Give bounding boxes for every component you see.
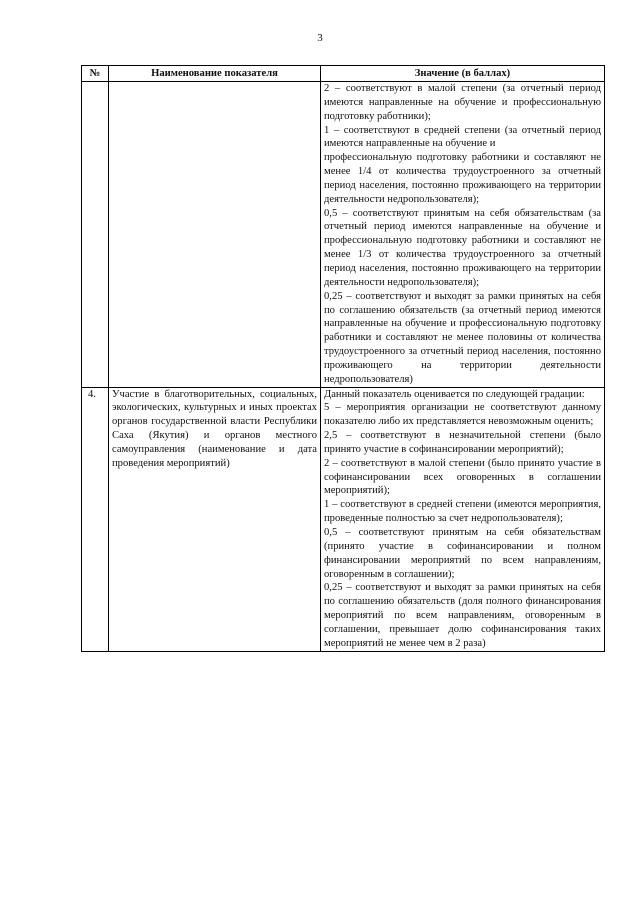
value-paragraph: 2,5 – соответствуют в незначительной степени (было принято участие в софинансировании мероприятий); — [324, 430, 601, 455]
indicator-table — [81, 65, 605, 652]
row-value-description — [321, 82, 605, 388]
row-indicator-name — [109, 387, 321, 651]
value-paragraph: 2 – соответствуют в малой степени (за отчетный период имеются направленные на обучение и профессиональную подготовку работники); — [324, 83, 601, 122]
value-paragraph: 0,5 – соответствуют принятым на себя обязательствам (принято участие в софинансировании и полном финансировании мероприятий по всем направлениям, оговоренным в соглашении); — [324, 527, 601, 580]
row-value-description — [321, 387, 605, 651]
value-paragraph: профессиональную подготовку работники и составляют не менее 1/4 от количества трудоустроенного за отчетный период населения, постоянно проживающего на территории деятельности недропользователя); — [324, 152, 601, 205]
header-indicator-name: Наименование показателя — [109, 66, 321, 82]
value-paragraph: 0,25 – соответствуют и выходят за рамки принятых на себя по соглашению обязательств (за отчетный период имеются направленные на обучение и профессиональную подготовку работники и составляют не менее половины от количества трудоустроенного за отчетный период населения, постоянно проживающего на территории деятельности недропользователя) — [324, 290, 601, 385]
row-number — [82, 82, 109, 388]
header-value: Значение (в баллах) — [321, 66, 605, 82]
value-paragraph: 0,25 – соответствуют и выходят за рамки принятых на себя по соглашению обязательств (доля полного финансирования мероприятий по всем направлениям, оговоренным в соглашении, превышает долю софинансирования таких мероприятий не менее чем в 2 раза) — [324, 582, 601, 649]
value-paragraph: 2 – соответствуют в малой степени (было принято участие в софинансировании всех оговоренных в соглашении мероприятий); — [324, 457, 601, 497]
page-number: 3 — [317, 32, 323, 44]
table-row — [82, 82, 605, 388]
table-row — [82, 387, 605, 651]
value-paragraph: 5 – мероприятия организации не соответствуют данному показателю либо их представляется невозможным оценить; — [324, 402, 601, 428]
value-paragraph: 1 – соответствуют в средней степени (имеются мероприятия, проведенные полностью за счет недропользователя); — [324, 499, 601, 525]
row-indicator-name — [109, 82, 321, 388]
value-paragraph: 1 – соответствуют в средней степени (за отчетный период имеются направленные на обучение и — [324, 124, 601, 150]
value-paragraph: Данный показатель оценивается по следующей градации: — [324, 388, 585, 400]
header-number: № — [82, 66, 109, 82]
value-paragraph: 0,5 – соответствуют принятым на себя обязательствам (за отчетный период имеются направленные на обучение и профессиональную подготовку работники и составляют не менее 1/3 от количества трудоустроенного за отчетный период населения, постоянно проживающего на территории деятельности недропользователя); — [324, 207, 601, 288]
table-header-row — [82, 66, 605, 82]
row-number: 4. — [82, 387, 109, 651]
indicator-name-text: Участие в благотворительных, социальных, экологических, культурных и иных проектах органов государственной власти Республики Саха (Якутия) и органов местного самоуправления (наименование и дата проведения мероприятий) — [112, 388, 317, 469]
